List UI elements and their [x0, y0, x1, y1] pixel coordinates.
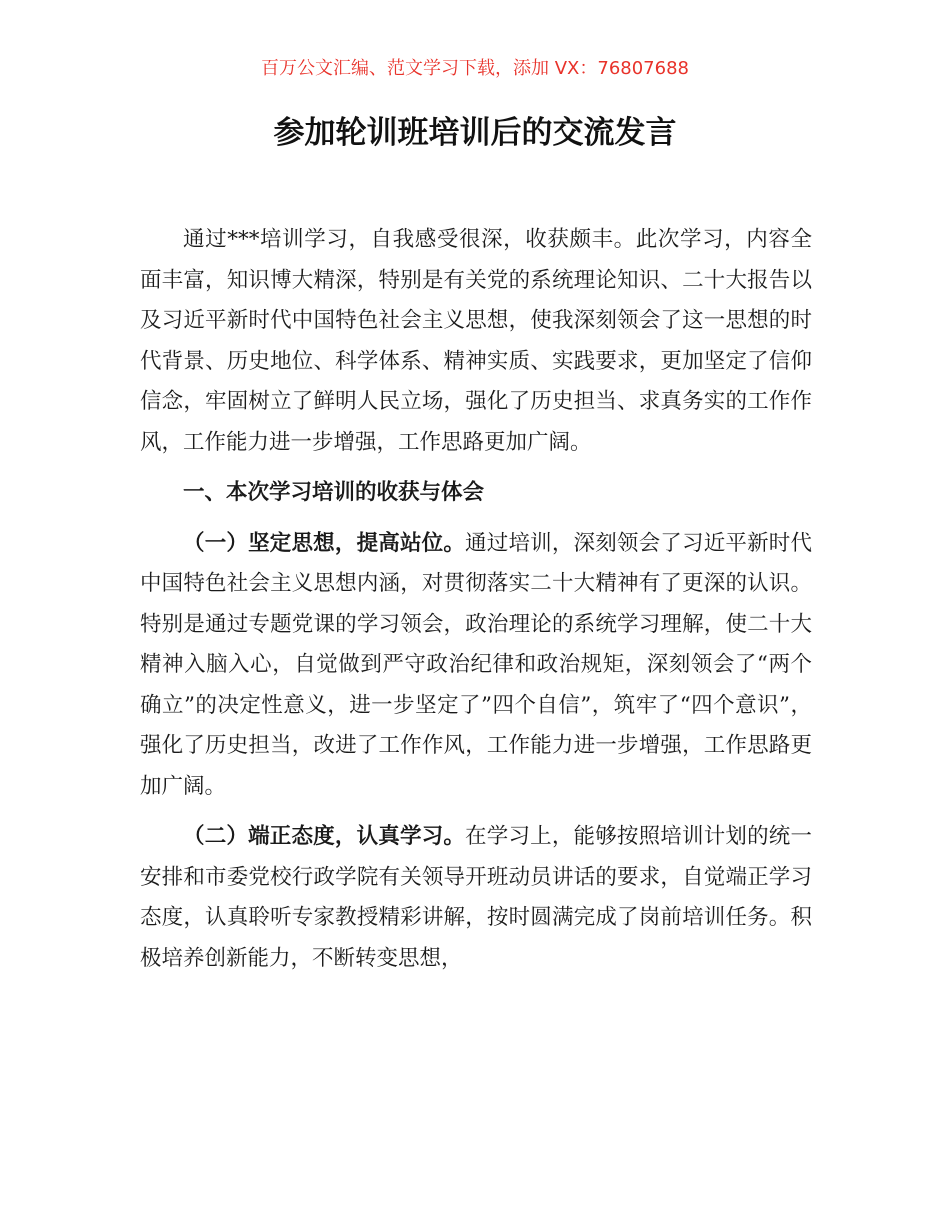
item-paragraph-2	[140, 817, 812, 979]
header-promo-note: 百万公文汇编、范文学习下载，添加 VX：76807688	[261, 58, 689, 79]
item-paragraph-1	[140, 524, 812, 808]
intro-paragraph: 通过***培训学习，自我感受很深，收获颇丰。此次学习，内容全面丰富，知识博大精深，特别是有关党的系统理论知识、二十大报告以及习近平新时代中国特色社会主义思想，使我深刻领会了这一思想的时代背景、历史地位、科学体系、精神实质、实践要求，更加坚定了信仰信念，牢固树立了鲜明人民立场，强化了历史担当、求真务实的工作作风，工作能力进一步增强，工作思路更加广阔。	[140, 227, 812, 455]
item-2-text: 在学习上，能够按照培训计划的统一安排和市委党校行政学院有关领导开班动员讲话的要求，自觉端正学习态度，认真聆听专家教授精彩讲解，按时圆满完成了岗前培训任务。积极培养创新能力，不断转变思想，	[140, 824, 812, 971]
document-title: 参加轮训班培训后的交流发言	[273, 115, 677, 151]
section-heading-1: 一、本次学习培训的收获与体会	[183, 480, 485, 505]
item-2-lead: （二）端正态度，认真学习。	[183, 824, 466, 849]
item-1-lead: （一）坚定思想，提高站位。	[183, 530, 466, 556]
document-body	[140, 220, 812, 979]
item-1-text: 通过培训，深刻领会了习近平新时代中国特色社会主义思想内涵，对贯彻落实二十大精神有了更深的认识。特别是通过专题党课的学习领会，政治理论的系统学习理解，使二十大精神入脑入心，自觉做到严守政治纪律和政治规矩，深刻领会了“两个确立”的决定性意义，进一步坚定了”四个自信”，筑牢了“四个意识”，强化了历史担当，改进了工作作风，工作能力进一步增强，工作思路更加广阔。	[140, 530, 812, 799]
